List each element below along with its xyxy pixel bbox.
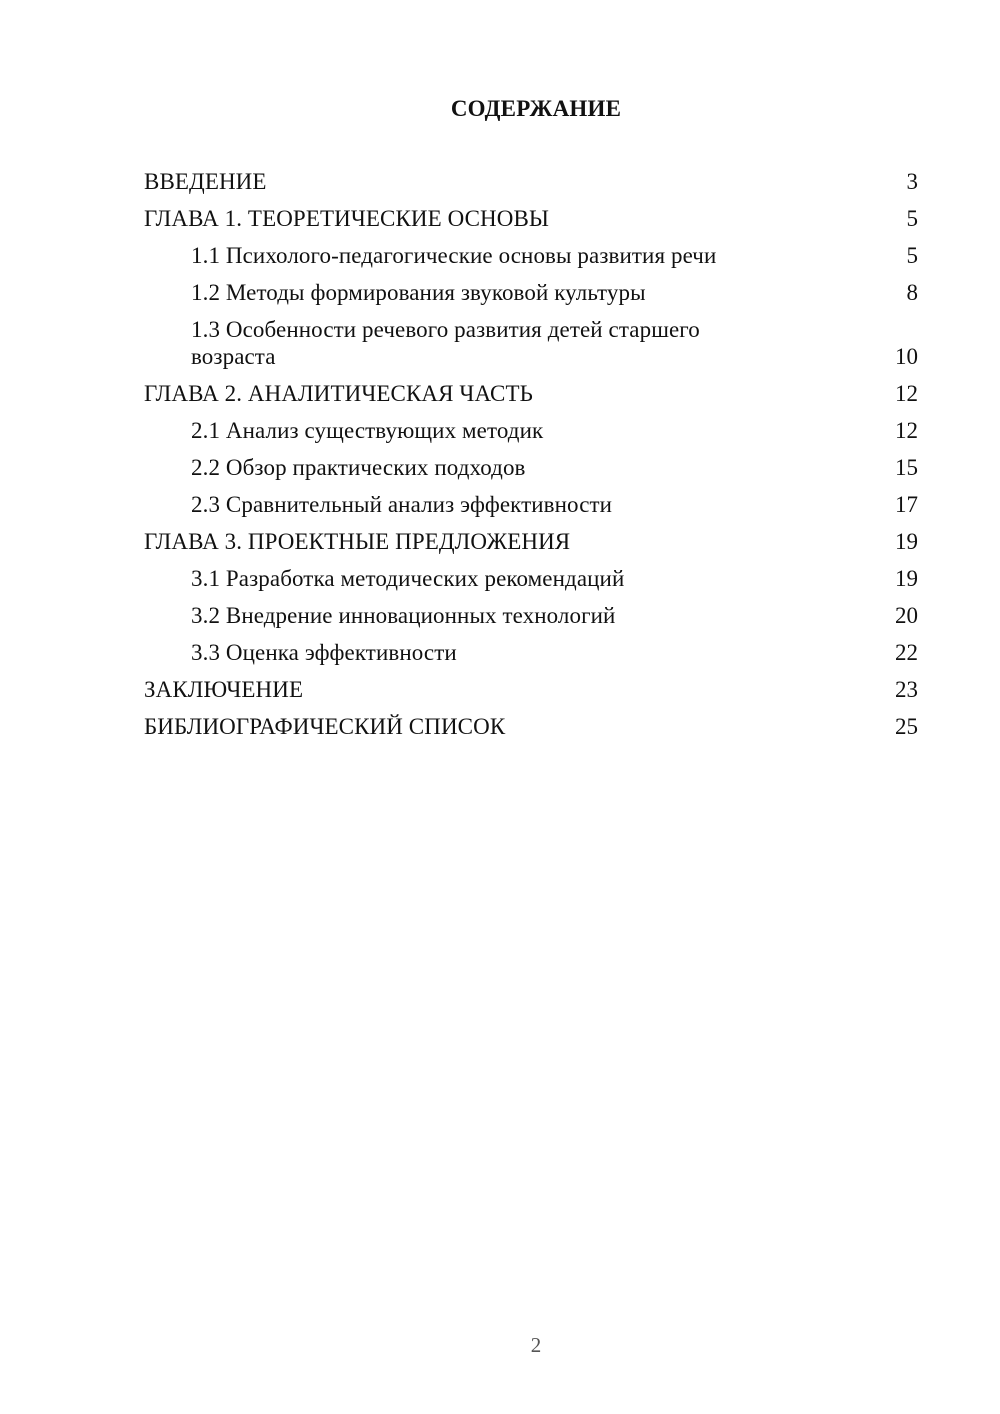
toc-item-text: ЗАКЛЮЧЕНИЕ [144,677,304,702]
table-of-contents [144,168,918,750]
toc-item-page: 15 [895,455,918,480]
toc-item-page: 22 [895,640,918,665]
toc-item-page: 5 [906,243,918,268]
toc-item-section-3-1[interactable] [144,565,918,592]
toc-item-chapter-1[interactable] [144,205,918,232]
toc-item-text: 3.3 Оценка эффективности [191,640,457,665]
toc-item-bibliography[interactable] [144,713,918,740]
toc-item-page: 19 [895,529,918,554]
toc-item-page: 5 [906,206,918,231]
toc-item-text: 2.1 Анализ существующих методик [191,418,544,443]
toc-item-section-1-3[interactable] [144,316,918,370]
toc-item-page: 8 [906,280,918,305]
toc-item-text: 1.2 Методы формирования звуковой культуры [191,280,646,305]
toc-item-section-2-1[interactable] [144,417,918,444]
toc-item-text: БИБЛИОГРАФИЧЕСКИЙ СПИСОК [144,714,506,739]
toc-item-page: 12 [895,381,918,406]
toc-item-page: 10 [895,344,918,369]
toc-item-introduction[interactable] [144,168,918,195]
toc-item-section-3-3[interactable] [144,639,918,666]
toc-item-page: 12 [895,418,918,443]
toc-item-text: ГЛАВА 2. АНАЛИТИЧЕСКАЯ ЧАСТЬ [144,381,533,406]
toc-item-section-2-2[interactable] [144,454,918,481]
toc-item-conclusion[interactable] [144,676,918,703]
toc-item-text: 2.3 Сравнительный анализ эффективности [191,492,613,517]
toc-item-page: 20 [895,603,918,628]
toc-item-text: 3.1 Разработка методических рекомендаций [191,566,625,591]
toc-title: СОДЕРЖАНИЕ [450,96,622,121]
toc-item-text: 2.2 Обзор практических подходов [191,455,526,480]
toc-item-chapter-2[interactable] [144,380,918,407]
toc-item-text: 3.2 Внедрение инновационных технологий [191,603,616,628]
toc-item-section-1-2[interactable] [144,279,918,306]
toc-item-page: 25 [895,714,918,739]
toc-item-text: 1.1 Психолого-педагогические основы развития речи [191,243,717,268]
toc-item-page: 3 [906,169,918,194]
page-number: 2 [530,1333,542,1357]
toc-item-page: 23 [895,677,918,702]
toc-item-section-1-1[interactable] [144,242,918,269]
toc-item-page: 19 [895,566,918,591]
toc-item-text: 1.3 Особенности речевого развития детей старшего возраста [191,317,700,369]
toc-item-text: ГЛАВА 3. ПРОЕКТНЫЕ ПРЕДЛОЖЕНИЯ [144,529,571,554]
toc-item-text: ВВЕДЕНИЕ [144,169,267,194]
toc-item-chapter-3[interactable] [144,528,918,555]
toc-item-text: ГЛАВА 1. ТЕОРЕТИЧЕСКИЕ ОСНОВЫ [144,206,550,231]
toc-item-page: 17 [895,492,918,517]
toc-item-section-3-2[interactable] [144,602,918,629]
toc-item-section-2-3[interactable] [144,491,918,518]
